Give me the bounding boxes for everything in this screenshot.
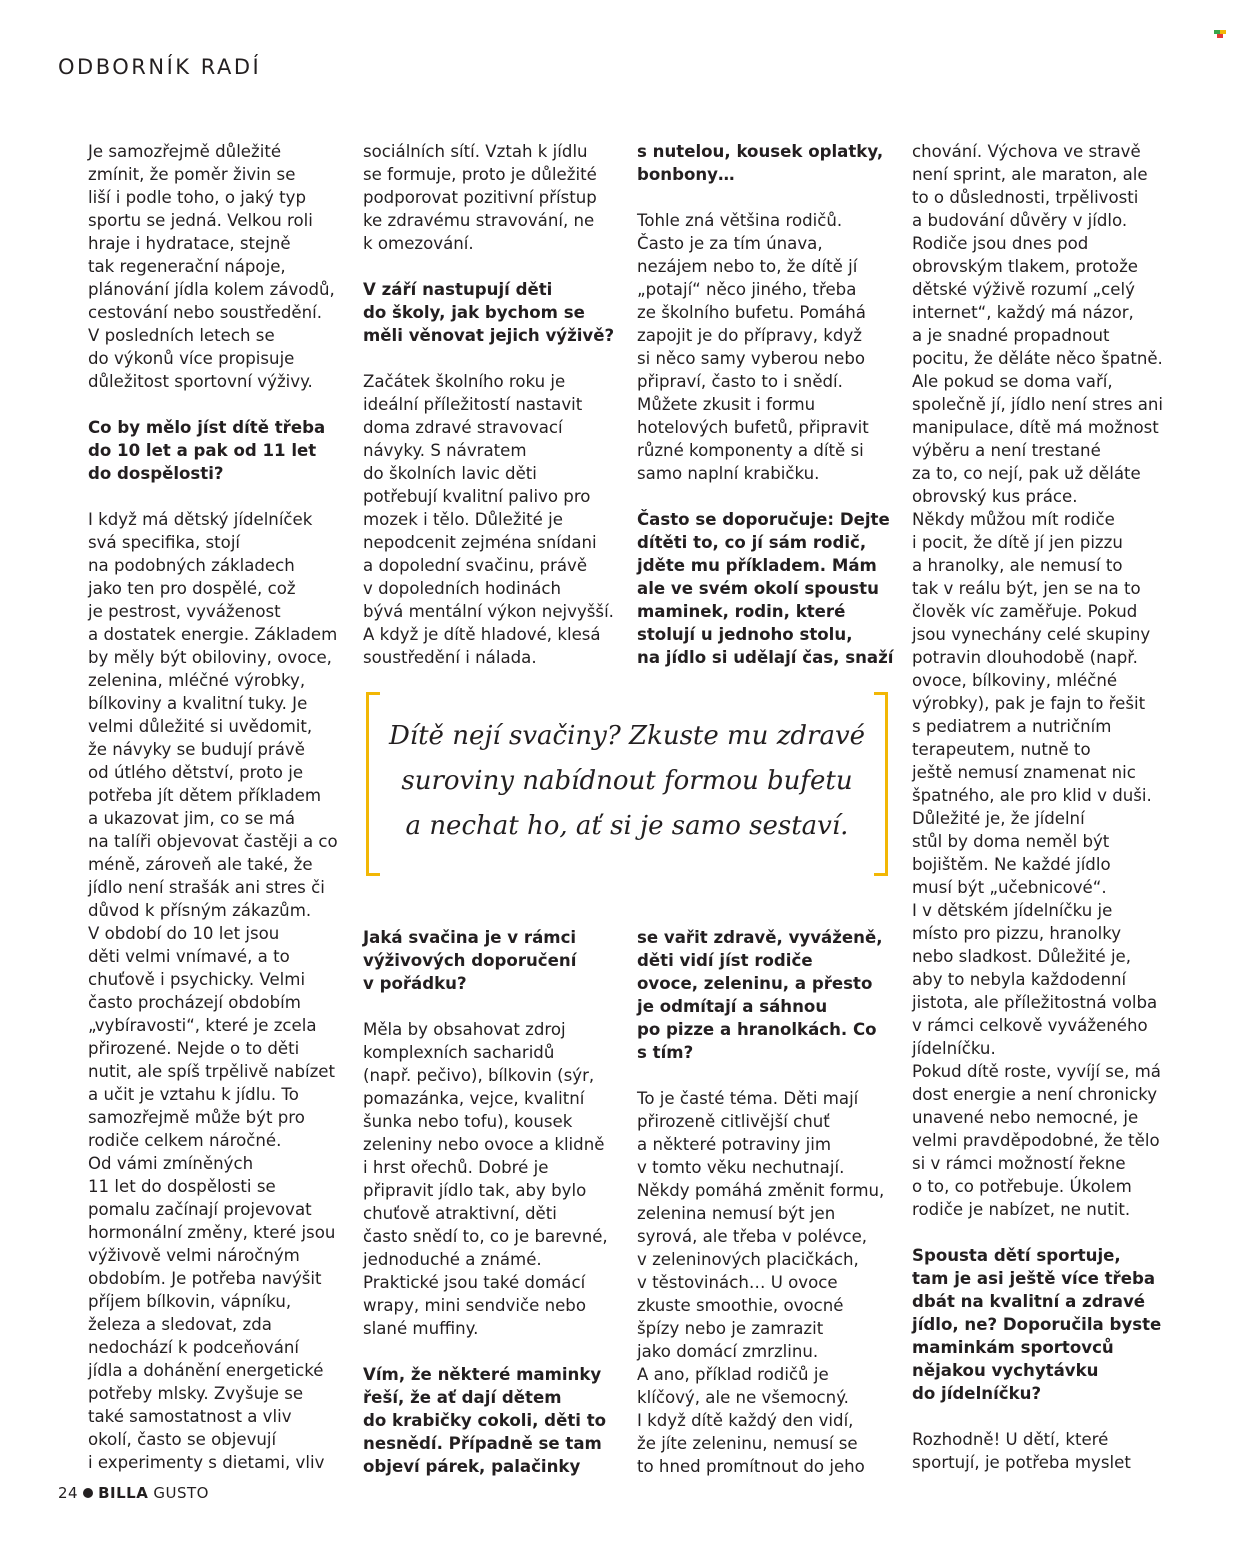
text-line: Pokud dítě roste, vyvíjí se, má: [912, 1062, 1161, 1081]
corner-color-mark: [1214, 30, 1226, 38]
paragraph-gap: [363, 255, 621, 278]
text-line: unavené nebo nemocné, je: [912, 1108, 1139, 1127]
page-number: 24: [58, 1484, 79, 1502]
article-column-1: [88, 140, 346, 1474]
article-column-2-lower: [363, 926, 621, 1478]
text-line: „potají“ něco jiného, třeba: [637, 280, 857, 299]
text-line: Často se doporučuje: Dejte: [637, 510, 890, 529]
text-line: musí být „učebnicové“.: [912, 878, 1107, 897]
text-line: manipulace, dítě má možnost: [912, 418, 1159, 437]
text-line: na podobných základech: [88, 556, 295, 575]
text-line: svá specifika, stojí: [88, 533, 241, 552]
text-line: hotelových bufetů, připravit: [637, 418, 869, 437]
text-line: Důležité je, že jídelní: [912, 809, 1085, 828]
text-line: Začátek školního roku je: [363, 372, 566, 391]
text-line: na jídlo si udělají čas, snaží: [637, 648, 894, 667]
quote-bracket-right-top: [874, 692, 888, 695]
text-line: pomalu začínají projevovat: [88, 1200, 312, 1219]
text-line: Měla by obsahovat zdroj: [363, 1020, 566, 1039]
text-line: místo pro pizzu, hranolky: [912, 924, 1122, 943]
text-line: dbát na kvalitní a zdravé: [912, 1292, 1146, 1311]
text-line: důležitost sportovní výživy.: [88, 372, 313, 391]
text-line: do 10 let a pak od 11 let: [88, 441, 317, 460]
text-line: obrovský kus práce.: [912, 487, 1078, 506]
paragraph-gap: [637, 485, 897, 508]
answer-paragraph: [912, 140, 1174, 1221]
text-line: V září nastupují děti: [363, 280, 553, 299]
text-line: do školních lavic děti: [363, 464, 537, 483]
text-line: také samostatnost a vliv: [88, 1407, 292, 1426]
text-line: A ano, příklad rodičů je: [637, 1365, 829, 1384]
text-line: velmi pravděpodobné, že tělo: [912, 1131, 1160, 1150]
text-line: jídelníčku.: [912, 1039, 996, 1058]
text-line: za to, co nejí, pak už děláte: [912, 464, 1141, 483]
interview-question: [363, 1363, 621, 1478]
text-line: samozřejmě může být pro: [88, 1108, 305, 1127]
article-column-2: [363, 140, 621, 669]
interview-question: [363, 278, 621, 347]
text-line: zeleniny nebo ovoce a klidně: [363, 1135, 605, 1154]
text-line: jídla a dohánění energetické: [88, 1361, 324, 1380]
text-line: zapojit je do přípravy, když: [637, 326, 862, 345]
answer-paragraph: [363, 140, 621, 255]
interview-question: [637, 508, 897, 669]
text-line: v těstovinách… U ovoce: [637, 1273, 838, 1292]
section-title: ODBORNÍK RADÍ: [58, 55, 262, 79]
answer-paragraph: [637, 209, 897, 485]
paragraph-gap: [88, 485, 346, 508]
paragraph-gap: [363, 1340, 621, 1363]
text-line: I když má dětský jídelníček: [88, 510, 313, 529]
text-line: internet“, každý má názor,: [912, 303, 1134, 322]
text-line: o to, co potřebuje. Úkolem: [912, 1177, 1132, 1196]
text-line: potřebují kvalitní palivo pro: [363, 487, 591, 506]
text-line: v pořádku?: [363, 974, 467, 993]
text-line: jistota, ale příležitostná volba: [912, 993, 1158, 1012]
text-line: Rodiče jsou dnes pod: [912, 234, 1089, 253]
text-line: ovoce, bílkoviny, mléčné: [912, 671, 1118, 690]
text-line: do jídelníčku?: [912, 1384, 1042, 1403]
text-line: nutit, ale spíš trpělivě nabízet: [88, 1062, 336, 1081]
text-line: hormonální změny, které jsou: [88, 1223, 336, 1242]
paragraph-gap: [637, 186, 897, 209]
quote-line: suroviny nabídnout formou bufetu: [401, 766, 853, 796]
text-line: v dopoledních hodinách: [363, 579, 561, 598]
interview-question: [637, 140, 897, 186]
text-line: tak regenerační nápoje,: [88, 257, 286, 276]
text-line: a ukazovat jim, co se má: [88, 809, 296, 828]
text-line: bonbony…: [637, 165, 735, 184]
interview-question: [912, 1244, 1174, 1405]
text-line: že jíte zeleninu, nemusí se: [637, 1434, 858, 1453]
text-line: Spousta dětí sportuje,: [912, 1246, 1121, 1265]
text-line: méně, zároveň ale také, že: [88, 855, 313, 874]
text-line: Jaká svačina je v rámci: [363, 928, 577, 947]
text-line: wrapy, mini sendviče nebo: [363, 1296, 586, 1315]
paragraph-gap: [912, 1221, 1174, 1244]
text-line: obdobím. Je potřeba navýšit: [88, 1269, 322, 1288]
text-line: k omezování.: [363, 234, 474, 253]
text-line: na talíři objevovat častěji a co: [88, 832, 338, 851]
text-line: to hned promítnout do jeho: [637, 1457, 865, 1476]
text-line: okolí, často se objevují: [88, 1430, 277, 1449]
text-line: se vařit zdravě, vyváženě,: [637, 928, 883, 947]
text-line: se formuje, proto je důležité: [363, 165, 597, 184]
text-line: přirozené. Nejde o to děti: [88, 1039, 300, 1058]
text-line: i pocit, že dítě jí jen pizzu: [912, 533, 1123, 552]
text-line: přirozeně citlivější chuť: [637, 1112, 830, 1131]
paragraph-gap: [88, 393, 346, 416]
text-line: To je časté téma. Děti mají: [637, 1089, 859, 1108]
text-line: Co by mělo jíst dítě třeba: [88, 418, 326, 437]
text-line: si něco samy vyberou nebo: [637, 349, 866, 368]
quote-bracket-left-bottom: [366, 873, 380, 876]
text-line: zelenina nemusí být jen: [637, 1204, 836, 1223]
text-line: hraje i hydratace, stejně: [88, 234, 291, 253]
text-line: řeší, že ať dají dětem: [363, 1388, 562, 1407]
text-line: si v rámci možností řekne: [912, 1154, 1126, 1173]
text-line: chování. Výchova ve stravě: [912, 142, 1141, 161]
text-line: Někdy můžou mít rodiče: [912, 510, 1115, 529]
corner-mark-red: [1217, 34, 1223, 38]
text-line: a dostatek energie. Základem: [88, 625, 338, 644]
text-line: nepodcenit zejména snídani: [363, 533, 597, 552]
text-line: stolují u jednoho stolu,: [637, 625, 853, 644]
text-line: železa a sledovat, zda: [88, 1315, 272, 1334]
text-line: Rozhodně! U dětí, které: [912, 1430, 1109, 1449]
text-line: připravit jídlo tak, aby bylo: [363, 1181, 587, 1200]
text-line: maminkám sportovců: [912, 1338, 1114, 1357]
text-line: plánování jídla kolem závodů,: [88, 280, 335, 299]
text-line: aby to nebyla každodenní: [912, 970, 1127, 989]
text-line: a je snadné propadnout: [912, 326, 1110, 345]
text-line: chuťově atraktivní, děti: [363, 1204, 557, 1223]
text-line: výživově velmi náročným: [88, 1246, 300, 1265]
text-line: dost energie a není chronicky: [912, 1085, 1158, 1104]
text-line: bývá mentální výkon nejvyšší.: [363, 602, 614, 621]
text-line: ale ve svém okolí spoustu: [637, 579, 879, 598]
article-column-3-lower: [637, 926, 897, 1478]
text-line: příjem bílkovin, vápníku,: [88, 1292, 292, 1311]
text-line: ke zdravému stravování, ne: [363, 211, 595, 230]
text-line: (např. pečivo), bílkovin (sýr,: [363, 1066, 595, 1085]
text-line: často procházejí obdobím: [88, 993, 301, 1012]
text-line: různé komponenty a dítě si: [637, 441, 864, 460]
text-line: cestování nebo soustředění.: [88, 303, 322, 322]
text-line: a učit je vztahu k jídlu. To: [88, 1085, 299, 1104]
text-line: samo naplní krabičku.: [637, 464, 820, 483]
text-line: nedochází k podceňování: [88, 1338, 300, 1357]
page-footer: [58, 1484, 209, 1502]
text-line: a hranolky, ale nemusí to: [912, 556, 1123, 575]
text-line: v tomto věku nechutnají.: [637, 1158, 845, 1177]
text-line: šunka nebo tofu), kousek: [363, 1112, 573, 1131]
text-line: nebo sladkost. Důležité je,: [912, 947, 1132, 966]
paragraph-gap: [637, 1064, 897, 1087]
text-line: klíčový, ale ne všemocný.: [637, 1388, 849, 1407]
text-line: syrová, ale třeba v polévce,: [637, 1227, 868, 1246]
text-line: komplexních sacharidů: [363, 1043, 555, 1062]
text-line: i experimenty s dietami, vliv: [88, 1453, 325, 1472]
text-line: tak v reálu být, jen se na to: [912, 579, 1141, 598]
text-line: sociálních sítí. Vztah k jídlu: [363, 142, 588, 161]
text-line: jako domácí zmrzlinu.: [637, 1342, 819, 1361]
interview-question: [88, 416, 346, 485]
text-line: rodiče celkem náročné.: [88, 1131, 282, 1150]
text-line: připraví, často to i snědí.: [637, 372, 843, 391]
text-line: děti vidí jíst rodiče: [637, 951, 813, 970]
text-line: Tohle zná většina rodičů.: [637, 211, 843, 230]
answer-paragraph: [363, 370, 621, 669]
text-line: V posledních letech se: [88, 326, 275, 345]
text-line: mozek i tělo. Důležité je: [363, 510, 563, 529]
text-line: by měly být obiloviny, ovoce,: [88, 648, 332, 667]
text-line: nezájem nebo to, že dítě jí: [637, 257, 858, 276]
paragraph-gap: [912, 1405, 1174, 1428]
text-line: Je samozřejmě důležité: [88, 142, 282, 161]
text-line: v rámci celkově vyváženého: [912, 1016, 1148, 1035]
text-line: výrobky), pak je fajn to řešit: [912, 694, 1146, 713]
text-line: sportu se jedná. Velkou roli: [88, 211, 313, 230]
text-line: Vím, že některé maminky: [363, 1365, 602, 1384]
text-line: objeví párek, palačinky: [363, 1457, 581, 1476]
text-line: zmínit, že poměr živin se: [88, 165, 296, 184]
text-line: je odmítají a sáhnou: [637, 997, 828, 1016]
text-line: obrovským tlakem, protože: [912, 257, 1138, 276]
text-line: jídlo, ne? Doporučila byste: [912, 1315, 1162, 1334]
text-line: jídlo není strašák ani stres či: [88, 878, 325, 897]
text-line: dítěti to, co jí sám rodič,: [637, 533, 867, 552]
text-line: i hrst ořechů. Dobré je: [363, 1158, 549, 1177]
text-line: Můžete zkusit i formu: [637, 395, 816, 414]
text-line: špízy nebo je zamrazit: [637, 1319, 824, 1338]
bullet-dot-icon: [83, 1488, 93, 1498]
text-line: do dospělosti?: [88, 464, 224, 483]
text-line: a dopolední svačinu, právě: [363, 556, 588, 575]
text-line: maminek, rodin, které: [637, 602, 846, 621]
text-line: s tím?: [637, 1043, 694, 1062]
text-line: slané muffiny.: [363, 1319, 479, 1338]
text-line: I když dítě každý den vidí,: [637, 1411, 854, 1430]
text-line: člověk víc zaměřuje. Pokud: [912, 602, 1138, 621]
text-line: bílkoviny a kvalitní tuky. Je: [88, 694, 308, 713]
interview-question: [363, 926, 621, 995]
text-line: I v dětském jídelníčku je: [912, 901, 1113, 920]
brand-name: BILLA: [98, 1484, 149, 1502]
answer-paragraph: [88, 508, 346, 1474]
text-line: zelenina, mléčné výrobky,: [88, 671, 306, 690]
answer-paragraph: [637, 1087, 897, 1478]
text-line: podporovat pozitivní přístup: [363, 188, 597, 207]
text-line: potřeba jít dětem příkladem: [88, 786, 321, 805]
text-line: ovoce, zeleninu, a přesto: [637, 974, 873, 993]
text-line: pomazánka, vejce, kvalitní: [363, 1089, 585, 1108]
text-line: bojištěm. Ne každé jídlo: [912, 855, 1111, 874]
text-line: Praktické jsou také domácí: [363, 1273, 586, 1292]
article-column-3: [637, 140, 897, 669]
text-line: tam je asi ještě více třeba: [912, 1269, 1156, 1288]
text-line: a budování důvěry v jídlo.: [912, 211, 1128, 230]
text-line: výběru a není trestané: [912, 441, 1101, 460]
text-line: děti velmi vnímavé, a to: [88, 947, 290, 966]
text-line: není sprint, ale maraton, ale: [912, 165, 1148, 184]
text-line: do školy, jak bychom se: [363, 303, 585, 322]
text-line: 11 let do dospělosti se: [88, 1177, 276, 1196]
text-line: jsou vynechány celé skupiny: [912, 625, 1151, 644]
text-line: měli věnovat jejich výživě?: [363, 326, 615, 345]
paragraph-gap: [363, 995, 621, 1018]
text-line: jednoduché a známé.: [363, 1250, 542, 1269]
text-line: Ale pokud se doma vaří,: [912, 372, 1113, 391]
text-line: dětské výživě rozumí „celý: [912, 280, 1135, 299]
quote-bracket-right-bottom: [874, 873, 888, 876]
text-line: chuťově i psychicky. Velmi: [88, 970, 306, 989]
text-line: sportují, je potřeba myslet: [912, 1453, 1131, 1472]
text-line: do výkonů více propisuje: [88, 349, 295, 368]
text-line: výživových doporučení: [363, 951, 577, 970]
text-line: návyky. S návratem: [363, 441, 527, 460]
text-line: A když je dítě hladové, klesá: [363, 625, 601, 644]
text-line: stůl by doma neměl být: [912, 832, 1110, 851]
text-line: s pediatrem a nutričním: [912, 717, 1112, 736]
quote-bracket-left-top: [366, 692, 380, 695]
text-line: Často je za tím únava,: [637, 234, 823, 253]
text-line: potřeby mlsky. Zvyšuje se: [88, 1384, 304, 1403]
interview-question: [637, 926, 897, 1064]
text-line: potravin dlouhodobě (např.: [912, 648, 1138, 667]
text-line: ještě nemusí znamenat nic: [912, 763, 1136, 782]
text-line: nesnědí. Případně se tam: [363, 1434, 602, 1453]
text-line: často snědí to, co je barevné,: [363, 1227, 608, 1246]
article-column-4: [912, 140, 1174, 1474]
text-line: ze školního bufetu. Pomáhá: [637, 303, 866, 322]
text-line: liší i podle toho, o jaký typ: [88, 188, 307, 207]
quote-text: [366, 714, 888, 849]
text-line: ideální příležitostí nastavit: [363, 395, 583, 414]
pull-quote: [366, 692, 888, 876]
magazine-name: GUSTO: [153, 1484, 209, 1502]
text-line: to o důslednosti, trpělivosti: [912, 188, 1139, 207]
text-line: nějakou vychytávku: [912, 1361, 1099, 1380]
text-line: V období do 10 let jsou: [88, 924, 280, 943]
quote-line: a nechat ho, ať si je samo sestaví.: [405, 811, 849, 841]
text-line: důvod k přísným zákazům.: [88, 901, 312, 920]
text-line: od útlého dětství, proto je: [88, 763, 304, 782]
answer-paragraph: [363, 1018, 621, 1340]
text-line: „vybíravosti“, které je zcela: [88, 1016, 317, 1035]
text-line: společně jí, jídlo není stres ani: [912, 395, 1163, 414]
text-line: v zeleninových placičkách,: [637, 1250, 859, 1269]
text-line: terapeutem, nutně to: [912, 740, 1091, 759]
text-line: špatného, ale pro klid v duši.: [912, 786, 1152, 805]
text-line: doma zdravé stravovací: [363, 418, 563, 437]
text-line: jděte mu příkladem. Mám: [637, 556, 877, 575]
text-line: do krabičky cokoli, děti to: [363, 1411, 607, 1430]
text-line: Někdy pomáhá změnit formu,: [637, 1181, 885, 1200]
text-line: Od vámi zmíněných: [88, 1154, 254, 1173]
text-line: a některé potraviny jim: [637, 1135, 832, 1154]
quote-line: Dítě nejí svačiny? Zkuste mu zdravé: [388, 721, 866, 751]
text-line: s nutelou, kousek oplatky,: [637, 142, 884, 161]
text-line: velmi důležité si uvědomit,: [88, 717, 313, 736]
text-line: zkuste smoothie, ovocné: [637, 1296, 844, 1315]
answer-paragraph: [912, 1428, 1174, 1474]
paragraph-gap: [363, 347, 621, 370]
text-line: je pestrost, vyváženost: [88, 602, 281, 621]
text-line: jako ten pro dospělé, což: [88, 579, 296, 598]
text-line: že návyky se budují právě: [88, 740, 305, 759]
answer-paragraph: [88, 140, 346, 393]
text-line: soustředění i nálada.: [363, 648, 537, 667]
text-line: po pizze a hranolkách. Co: [637, 1020, 877, 1039]
text-line: rodiče je nabízet, ne nutit.: [912, 1200, 1131, 1219]
text-line: pocitu, že děláte něco špatně.: [912, 349, 1163, 368]
